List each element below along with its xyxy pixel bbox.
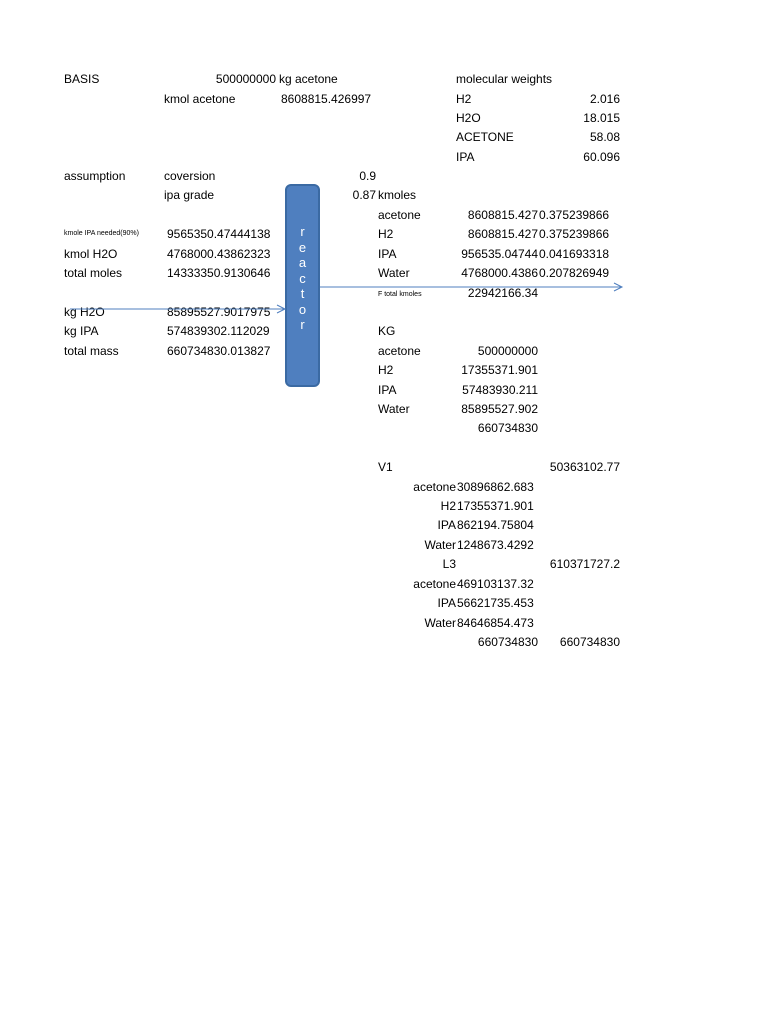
outlet-fraction: 0.375239866 [539, 208, 610, 222]
l3-value: 56621735.453 [457, 596, 534, 610]
reactor-letter: r [300, 317, 305, 332]
v1-name: H2 [440, 499, 456, 513]
ipa-grade-label: ipa grade [164, 188, 215, 202]
outlet-fraction: 0.041693318 [539, 247, 610, 261]
v1-value: 862194.75804 [457, 518, 534, 532]
reactor-letter: r [300, 224, 305, 239]
basis-label: BASIS [64, 72, 100, 86]
v1-name: IPA [437, 518, 456, 532]
assumption-label: assumption [64, 169, 126, 183]
feed-mass-label: kg H2O [64, 305, 105, 319]
l3-total: 610371727.2 [549, 557, 620, 571]
l3-name: Water [424, 616, 456, 630]
outlet-kmol: 956535.04744 [461, 247, 538, 261]
l3-name: acetone [413, 577, 456, 591]
reactor-letter: c [299, 270, 306, 286]
feed-label: kmol H2O [64, 247, 118, 261]
v1-value: 1248673.4292 [457, 538, 534, 552]
kg-name: IPA [378, 383, 397, 397]
molecular-weights-title: molecular weights [456, 72, 553, 86]
feed-label: total moles [64, 266, 123, 280]
kmol-acetone-label: kmol acetone [164, 92, 236, 106]
mw-name: IPA [456, 150, 475, 164]
l3-label: L3 [442, 557, 456, 571]
outlet-fraction: 0.207826949 [539, 266, 610, 280]
mw-name: H2O [456, 111, 481, 125]
v1-name: acetone [413, 480, 456, 494]
basis-value: 500000000 [215, 72, 276, 86]
mw-value: 60.096 [583, 150, 620, 164]
kg-value: 17355371.901 [461, 363, 538, 377]
total-kmoles-value: 22942166.34 [467, 286, 538, 300]
total-kmoles-label: F total kmoles [378, 291, 422, 298]
l3-value: 469103137.32 [457, 577, 534, 591]
kg-title: KG [378, 324, 396, 338]
kg-name: H2 [378, 363, 394, 377]
reactor-letter: t [300, 286, 305, 301]
reactor-block [285, 184, 320, 387]
feed-label: kmole IPA needed(90%) [64, 230, 139, 237]
v1-value: 30896862.683 [457, 480, 534, 494]
l3-value: 84646854.473 [457, 616, 534, 630]
kg-name: acetone [378, 344, 421, 358]
outlet-kmol: 8608815.427 [467, 227, 538, 241]
outlet-fraction: 0.375239866 [539, 227, 610, 241]
kg-value: 57483930.211 [462, 383, 538, 397]
outlet-kmol: 4768000.4386 [461, 266, 538, 280]
outlet-name: Water [378, 266, 410, 280]
outlet-kmol: 8608815.427 [467, 208, 538, 222]
feed-mass-value: 574839302.112029 [167, 324, 270, 338]
kmol-acetone-value: 8608815.426997 [281, 92, 372, 106]
feed-value: 14333350.9130646 [167, 266, 271, 280]
kmoles-title: kmoles [378, 188, 417, 202]
feed-mass-value: 660734830.013827 [167, 344, 271, 358]
l3-name: IPA [437, 596, 456, 610]
conversion-value: 0.9 [359, 169, 376, 183]
feed-mass-label: kg IPA [64, 324, 99, 338]
v1-value: 17355371.901 [457, 499, 534, 513]
feed-value: 9565350.47444138 [167, 227, 271, 241]
feed-value: 4768000.43862323 [167, 247, 271, 261]
outlet-name: IPA [378, 247, 397, 261]
mw-name: H2 [456, 92, 472, 106]
reactor-letter: o [298, 301, 307, 317]
kg-value: 85895527.902 [461, 402, 538, 416]
outlet-name: H2 [378, 227, 394, 241]
ipa-grade-value: 0.87 [352, 188, 376, 202]
basis-unit: kg acetone [279, 72, 338, 86]
v1-name: Water [424, 538, 456, 552]
grand-total-right: 660734830 [559, 635, 620, 649]
conversion-label: coversion [164, 169, 216, 183]
kg-value: 500000000 [477, 344, 538, 358]
v1-total: 50363102.77 [549, 460, 620, 474]
feed-mass-label: total mass [64, 344, 119, 358]
kg-total: 660734830 [477, 421, 538, 435]
kg-name: Water [378, 402, 410, 416]
mw-value: 58.08 [589, 130, 620, 144]
mw-value: 18.015 [583, 111, 620, 125]
grand-total-left: 660734830 [477, 635, 538, 649]
mw-name: ACETONE [456, 130, 514, 144]
feed-mass-value: 85895527.9017975 [167, 305, 271, 319]
reactor-letter: e [298, 239, 307, 255]
outlet-name: acetone [378, 208, 421, 222]
reactor-letter: a [298, 255, 307, 270]
mw-value: 2.016 [589, 92, 620, 106]
v1-label: V1 [378, 460, 393, 474]
